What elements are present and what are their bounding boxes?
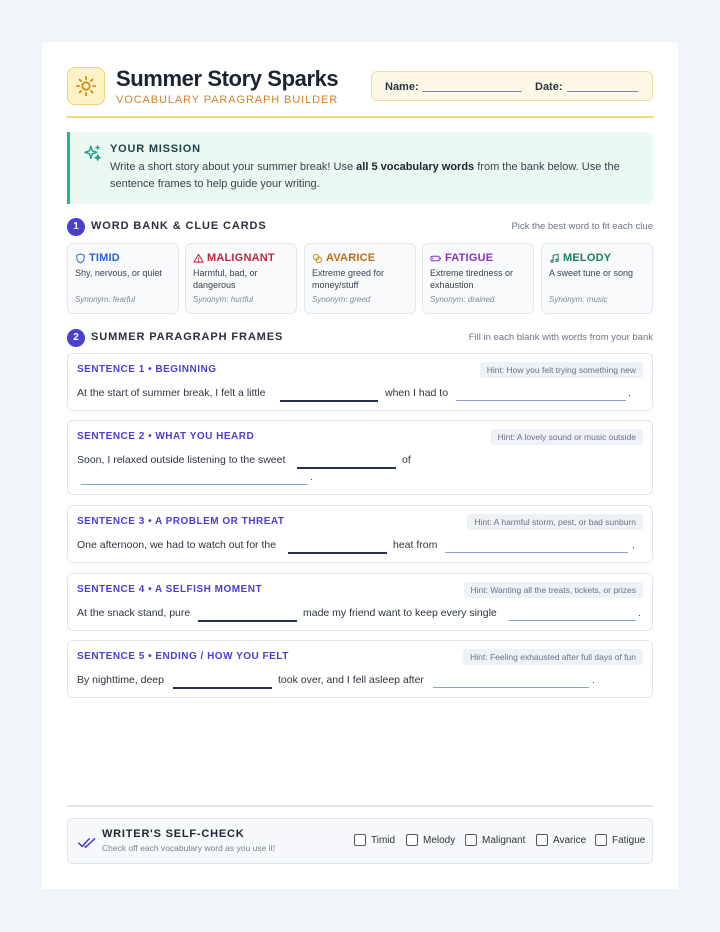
- word-bank-section-header: [67, 218, 653, 236]
- sentence-heading: SENTENCE 5 • ENDING / HOW YOU FELT: [77, 651, 289, 662]
- header-divider: [67, 116, 653, 118]
- card-synonym: Synonym: drained: [430, 295, 495, 304]
- mission-box: [67, 132, 653, 204]
- answer-blank[interactable]: [81, 484, 307, 485]
- sentence-text: .: [638, 607, 641, 619]
- checkbox-label: Melody: [423, 834, 456, 846]
- hint-badge: Hint: Wanting all the treats, tickets, or prizes: [464, 582, 644, 598]
- coins-icon: [312, 253, 323, 264]
- name-field[interactable]: [422, 91, 522, 92]
- answer-blank[interactable]: [509, 620, 636, 621]
- sentence-text: of: [402, 454, 411, 466]
- word-card-avarice: [304, 243, 416, 314]
- sentence-text: .: [632, 539, 635, 551]
- checkbox-label: Malignant: [482, 834, 526, 846]
- section-note: Pick the best word to fit each clue: [511, 221, 653, 232]
- sentence-text: .: [592, 674, 595, 686]
- shield-icon: [75, 253, 86, 264]
- section-title: SUMMER PARAGRAPH FRAMES: [91, 331, 284, 343]
- sentence-text: heat from: [393, 539, 438, 551]
- sentence-frame-4: [67, 573, 653, 631]
- name-label: Name:: [385, 81, 419, 93]
- card-word: FATIGUE: [445, 252, 494, 264]
- card-synonym: Synonym: music: [549, 295, 608, 304]
- sentence-text: took over, and I fell asleep after: [278, 674, 424, 686]
- checkbox-malignant[interactable]: [465, 834, 525, 846]
- warning-icon: [193, 253, 204, 264]
- sentence-text: By nighttime, deep: [77, 674, 164, 686]
- sentence-frame-5: [67, 640, 653, 698]
- hint-badge: Hint: A harmful storm, pest, or bad sunburn: [467, 514, 643, 530]
- answer-blank[interactable]: [173, 687, 272, 689]
- card-definition: Shy, nervous, or quiet: [75, 268, 162, 278]
- sentence-frame-1: [67, 353, 653, 411]
- word-card-timid: [67, 243, 179, 314]
- word-card-fatigue: [422, 243, 534, 314]
- page-title: Summer Story Sparks: [116, 66, 339, 91]
- card-synonym: Synonym: greed: [312, 295, 371, 304]
- sentence-text: .: [628, 387, 631, 399]
- checkbox-square[interactable]: [465, 834, 477, 846]
- footer-divider: [67, 805, 653, 807]
- checkbox-timid[interactable]: [354, 834, 395, 846]
- card-synonym: Synonym: fearful: [75, 295, 136, 304]
- checkbox-label: Avarice: [553, 834, 587, 846]
- worksheet-header: [67, 66, 653, 119]
- name-date-box: [371, 71, 653, 101]
- worksheet-page: [42, 42, 678, 889]
- page-subtitle: VOCABULARY PARAGRAPH BUILDER: [116, 94, 339, 106]
- hint-badge: Hint: A lovely sound or music outside: [491, 429, 643, 445]
- section-number-badge: 1: [67, 218, 85, 236]
- sentence-text: One afternoon, we had to watch out for the: [77, 539, 277, 551]
- hint-badge: Hint: Feeling exhausted after full days of fun: [463, 649, 643, 665]
- sentence-text: At the start of summer break, I felt a little: [77, 387, 266, 399]
- word-card-malignant: [185, 243, 297, 314]
- date-label: Date:: [535, 81, 563, 93]
- answer-blank[interactable]: [445, 552, 628, 553]
- card-synonym: Synonym: hurtful: [193, 295, 254, 304]
- mission-title: YOUR MISSION: [110, 143, 201, 155]
- sentence-heading: SENTENCE 3 • A PROBLEM OR THREAT: [77, 516, 285, 527]
- self-check-title: WRITER'S SELF-CHECK: [102, 828, 245, 840]
- card-word: AVARICE: [326, 252, 376, 264]
- music-note-icon: [549, 253, 560, 264]
- card-definition: Harmful, bad, or dangerous: [193, 268, 258, 290]
- self-check-box: [67, 818, 653, 864]
- sentence-text: when I had to: [385, 387, 449, 399]
- sun-icon: [67, 67, 105, 105]
- checkbox-label: Timid: [371, 834, 396, 846]
- sentence-heading: SENTENCE 2 • WHAT YOU HEARD: [77, 431, 255, 442]
- answer-blank[interactable]: [280, 400, 378, 402]
- sentence-heading: SENTENCE 4 • A SELFISH MOMENT: [77, 584, 263, 595]
- sparkle-icon: [83, 144, 102, 168]
- sentence-text: made my friend want to keep every single: [303, 607, 497, 619]
- sentence-heading: SENTENCE 1 • BEGINNING: [77, 364, 217, 375]
- sentence-text: Soon, I relaxed outside listening to the sweet: [77, 454, 286, 466]
- checkbox-square[interactable]: [536, 834, 548, 846]
- word-card-melody: [541, 243, 653, 314]
- date-field[interactable]: [567, 91, 638, 92]
- answer-blank[interactable]: [297, 467, 396, 469]
- checkbox-avarice[interactable]: [536, 834, 586, 846]
- card-word: MELODY: [563, 252, 612, 264]
- frames-section-header: [67, 329, 653, 347]
- battery-icon: [430, 253, 442, 264]
- sentence-text: At the snack stand, pure: [77, 607, 191, 619]
- answer-blank[interactable]: [198, 620, 297, 622]
- checkbox-fatigue[interactable]: [595, 834, 645, 846]
- checkbox-square[interactable]: [406, 834, 418, 846]
- hint-badge: Hint: How you felt trying something new: [480, 362, 643, 378]
- checkbox-label: Fatigue: [612, 834, 646, 846]
- double-check-icon: [78, 836, 96, 854]
- card-word: MALIGNANT: [207, 252, 275, 264]
- sentence-frame-2: [67, 420, 653, 495]
- section-number-badge: 2: [67, 329, 85, 347]
- checkbox-square[interactable]: [354, 834, 366, 846]
- checkbox-square[interactable]: [595, 834, 607, 846]
- section-note: Fill in each blank with words from your bank: [468, 332, 653, 343]
- word-bank-cards: [67, 243, 653, 314]
- section-title: WORD BANK & CLUE CARDS: [91, 220, 267, 232]
- checkbox-melody[interactable]: [406, 834, 455, 846]
- self-check-subtitle: Check off each vocabulary word as you use it!: [102, 843, 276, 853]
- sentence-frame-3: [67, 505, 653, 563]
- answer-blank[interactable]: [288, 552, 387, 554]
- sentence-text: .: [310, 471, 313, 483]
- card-definition: A sweet tune or song: [549, 268, 634, 278]
- answer-blank[interactable]: [456, 400, 626, 401]
- mission-text: Write a short story about your summer break! Use all 5 vocabulary words from the bank below. Use the sentence frames to help guide your writing.: [110, 161, 620, 190]
- answer-blank[interactable]: [433, 687, 589, 688]
- card-definition: Extreme greed for money/stuff: [312, 268, 385, 290]
- card-word: TIMID: [89, 252, 120, 264]
- card-definition: Extreme tiredness or exhaustion: [430, 268, 514, 290]
